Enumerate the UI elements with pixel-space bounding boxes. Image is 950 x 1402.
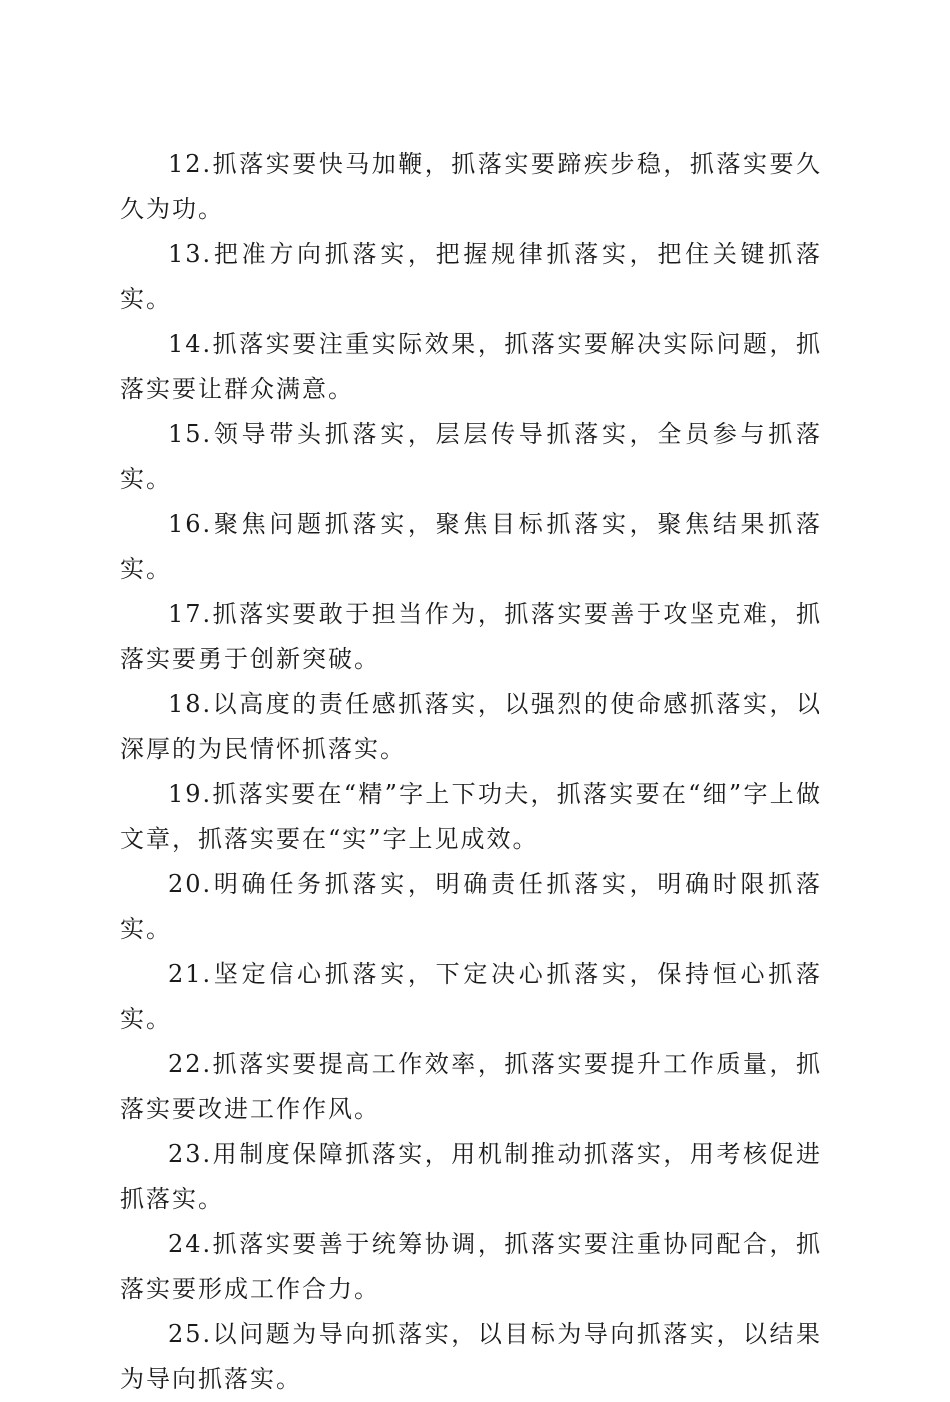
list-item-23: 23.用制度保障抓落实，用机制推动抓落实，用考核促进抓落实。 xyxy=(120,1140,822,1213)
list-item-18: 18.以高度的责任感抓落实，以强烈的使命感抓落实，以深厚的为民情怀抓落实。 xyxy=(120,690,822,763)
list-item-24: 24.抓落实要善于统筹协调，抓落实要注重协同配合，抓落实要形成工作合力。 xyxy=(120,1230,822,1303)
list-item-14: 14.抓落实要注重实际效果，抓落实要解决实际问题，抓落实要让群众满意。 xyxy=(120,330,822,403)
list-item-17: 17.抓落实要敢于担当作为，抓落实要善于攻坚克难，抓落实要勇于创新突破。 xyxy=(120,600,822,673)
list-item-21: 21.坚定信心抓落实，下定决心抓落实，保持恒心抓落实。 xyxy=(120,960,822,1033)
document-body xyxy=(120,142,822,1402)
list-item-19: 19.抓落实要在“精”字上下功夫，抓落实要在“细”字上做文章，抓落实要在“实”字上见成效。 xyxy=(120,780,822,853)
list-item-25: 25.以问题为导向抓落实，以目标为导向抓落实，以结果为导向抓落实。 xyxy=(120,1320,822,1393)
list-item-15: 15.领导带头抓落实，层层传导抓落实，全员参与抓落实。 xyxy=(120,420,822,493)
list-item-22: 22.抓落实要提高工作效率，抓落实要提升工作质量，抓落实要改进工作作风。 xyxy=(120,1050,822,1123)
list-item-13: 13.把准方向抓落实，把握规律抓落实，把住关键抓落实。 xyxy=(120,240,822,313)
list-item-20: 20.明确任务抓落实，明确责任抓落实，明确时限抓落实。 xyxy=(120,870,822,943)
list-item-16: 16.聚焦问题抓落实，聚焦目标抓落实，聚焦结果抓落实。 xyxy=(120,510,822,583)
list-item-12: 12.抓落实要快马加鞭，抓落实要蹄疾步稳，抓落实要久久为功。 xyxy=(120,150,822,223)
